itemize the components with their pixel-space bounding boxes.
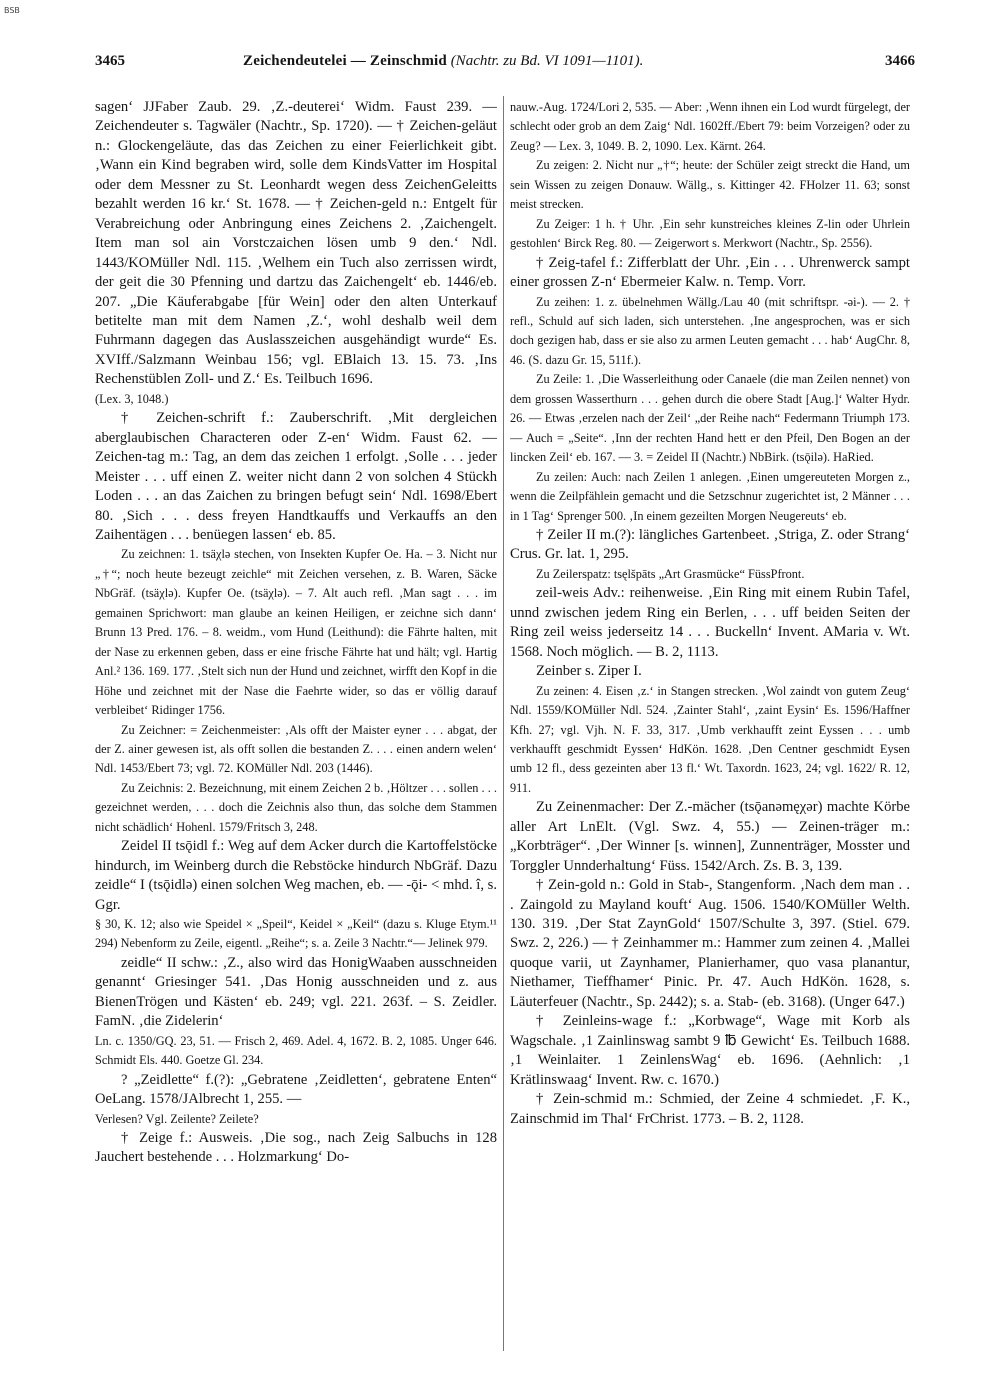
running-title: [243, 53, 643, 70]
dictionary-entry: nauw.-Aug. 1724/Lori 2, 535. — Aber: ‚Wenn ihnen ein Lod wurdt fürgelegt, der schlecht oder grob an dem Zaig‘ Ndl. 1602ff./Ebert 79: beim Vorzeigen? oder zu Zeug? — Lex. 3, 1049. B. 2, 1090. Lex. Kärnt. 264.: [510, 100, 910, 153]
dictionary-entry: Zeinber s. Ziper I.: [536, 663, 642, 680]
dictionary-entry: § 30, K. 12; also wie Speidel × „Speil“, Keidel × „Keil“ (dazu s. Kluge Etym.¹¹ 294) Nebenform zu Zeile, eigentl. „Reihe“; s. a. Zeile 3 Nachtr.“— Jelinek 979.: [95, 917, 497, 951]
dictionary-entry: Zu Zeinenmacher: Der Z.-mächer (tsǭanəmęχər) machte Körbe aller Art LnElt. (Vgl. Swz. 4, 55.) — Zeinen-träger m.: „Korbträger“. ‚Der Winner [s. winnen], Zunnenträger, Mosster und Torggler Unnderhaltung‘ Füss. 1542/Arch. Zs. B. 3, 139.: [510, 799, 910, 874]
dictionary-entry: ? „Zeidlette“ f.(?): „Gebratene ‚Zeidletten‘, gebratene Enten“ OeLang. 1578/JAlbrecht 1, 255. —: [95, 1071, 497, 1108]
page-number-left: 3465: [95, 53, 125, 69]
dictionary-entry: Zu zeihen: 1. z. übelnehmen Wällg./Lau 40 (mit schriftspr. -əi-). — 2. † refl., Schuld auf sich laden, sich unterstehen. ‚Ine angesprochen, was er sich doch gezigen hab, dass er sie also zu armen Leuten gemacht . . . hab‘ AugChr. 8, 46. (S. dazu Gr. 15, 511f.).: [510, 294, 910, 367]
dictionary-entry: Zu Zeichner: = Zeichenmeister: ‚Als offt der Maister eyner . . . abgat, der der Z. ainer gewesen ist, als offt sollen die bestanden Z. . . . einen andern welen‘ Ndl. 1453/Ebert 73; vgl. 72. KOMüller Ndl. 203 (1446).: [95, 722, 497, 776]
page-number-right: 3466: [885, 53, 915, 69]
page-header: [95, 53, 915, 79]
dictionary-entry: zeil-weis Adv.: reihenweise. ‚Ein Ring mit einem Rubin Tafel, unnd zwischen jedem Ring ein Berlen, . . . uff beiden Seiten der Ring zeil weiss jederseitz 14 . . . Buckelln‘ Invent. AMaria v. Wt. 1568. Noch möglich. — B. 2, 1113.: [510, 585, 910, 660]
dictionary-entry: † Zeinleins-wage f.: „Korbwage“, Wage mit Korb als Wagschale. ‚1 Zainlinswag sambt 9 ℔ Gewicht‘ Es. Teilbuch 1688. ‚1 Weinlaiter. 1 ZeinlensWag‘ eb. 1696. (Aehnlich: ‚1 Krätlinswaag‘ Invent. Rw. c. 1670.): [510, 1013, 910, 1088]
dictionary-entry: sagen‘ JJFaber Zaub. 29. ‚Z.-deuterei‘ Widm. Faust 239. — Zeichendeuter s. Tagwäler (Nachtr., Sp. 1720). — † Zeichen-geläut n.: Glockengeläute, das das Zeichen zu einer Feierlichkeit gibt. ‚Wann ein Kind begraben wird, solle dem KindsVatter im Hospital oder dem Messner zu St. Leonhardt wegen dess ZeichenGeleitts bezahlt werden 16 kr.‘ St. 1678. — † Zeichen-geld n.: Entgelt für Verabreichung oder Anbringung eines Zeichens 2. ‚Zaichengelt. Item man sol ain Vorstczaichen lösen umb 9 den.‘ Ndl. 1443/KOMüller Ndl. 115. ‚Welhem ein Tuch also zerrissen wirdt, der geit die 30 Pfenning und dartzu das Zaichengelt‘ eb. 1446/eb. 207. „Die Käuferabgabe [für Wein] oder den alten Unterkauf betitelte man mit dem Namen ‚Z.‘, wohl deshalb weil dem Fuhrmann dagegen das Auslasszeichen ausgehändigt wurde“ Es. XVIff./Salzmann Weinbau 156; vgl. EBlaich 13. 15. 73. ‚Ins Rechenstüblen Zoll- und Z.‘ Es. Teilbuch 1696.: [95, 99, 497, 388]
dictionary-entry: Zu Zeilerspatz: tsęlšpāts „Art Grasmücke“ FüssPfront.: [536, 566, 805, 581]
dictionary-entry: † Zein-schmid m.: Schmied, der Zeine 4 schmiedet. ‚F. K., Zainschmid im Thal‘ FrChrist. 1773. – B. 2, 1128.: [510, 1091, 910, 1127]
dictionary-entry: † Zeige f.: Ausweis. ‚Die sog., nach Zeig Salbuchs in 128 Jauchert bestehende . . . Holzmarkung‘ Do-: [95, 1130, 497, 1166]
dictionary-entry: Zu Zeiger: 1 h. † Uhr. ‚Ein sehr kunstreiches kleines Z-lin oder Uhrlein gestohlen‘ Birck Reg. 80. — Zeigerwort s. Merkwort (Nachtr., Sp. 2556).: [510, 216, 910, 251]
dictionary-entry: Zu Zeile: 1. ‚Die Wasserleithung oder Canaele (die man Zeilen nennet) von dem grossen Wasserthurn . . . gehen durch die obere Stadt [Aug.]‘ Walter Hydr. 26. — Etwas ‚erzelen nach der Zeil‘ „der Reihe nach“ Federmann Triumph 173. — Auch = „Seite“. ‚Inn der rechten Hand hett er den Pfeil, Den Bogen an der lincken Zeil‘ eb. 167. — 3. = Zeidel II (Nachtr.) NbBirk. (tsǭilə). HaRied.: [510, 372, 910, 465]
right-column: [510, 98, 910, 1368]
dictionary-entry: † Zeiler II m.(?): längliches Gartenbeet. ‚Striga, Z. oder Strang‘ Crus. Gr. lat. 1, 295.: [510, 526, 910, 563]
dictionary-entry: † Zein-gold n.: Gold in Stab-, Stangenform. ‚Nach dem man . . . Zaingold zu Mayland kouft‘ Aug. 1506. 1540/KOMüller Welth. 130. 319. ‚Der Stat ZaynGold‘ 1507/Schulte 3, 397. (Stiel. 679. Swz. 2, 226.) — † Zeinhammer m.: Hammer zum zeinen 4. ‚Mallei quoque varii, ut Zaynhamer, Planierhamer, quo vasa planantur, Niethamer, Tieffhamer‘ Pinic. Pr. 47. Auch HdKön. 1628, s. Läuterfeuer (Nachtr., Sp. 2442); s. a. Stab- (eb. 3168). (Unger 647.): [510, 877, 910, 1010]
dictionary-entry: (Lex. 3, 1048.): [95, 391, 169, 406]
dictionary-entry: zeidle“ II schw.: ‚Z., also wird das HonigWaaben ausschneiden genannt‘ Griesinger 541. ‚Das Honig ausschneiden und z. aus BienenTrögen und Kästen‘ eb. 249; vgl. 221. 263f. – S. Zeidler. FamN. ‚die Zidelerin‘: [95, 954, 497, 1030]
dictionary-entry: † Zeig-tafel f.: Zifferblatt der Uhr. ‚Ein . . . Uhrenwerck sampt einer grossen Z-n‘ Ebermeier Kalw. n. Temp. Vorr.: [510, 254, 910, 291]
dictionary-entry: Zeidel II tsǭidl f.: Weg auf dem Acker durch die Kartoffelstöcke hindurch, im Weinberg durch die Rebstöcke hindurch NbGräf. Dazu zeidle“ I (tsǭidlə) einen solchen Weg machen, eb. — -ǭi- < mhd. î, s. Ggr.: [95, 838, 497, 913]
column-divider: [503, 96, 504, 1351]
library-stamp: BSB: [4, 6, 20, 15]
dictionary-entry: Ln. c. 1350/GQ. 23, 51. — Frisch 2, 469. Adel. 4, 1672. B. 2, 1085. Unger 646. Schmidt Els. 440. Goetze Gl. 234.: [95, 1033, 497, 1068]
dictionary-entry: Zu zeinen: 4. Eisen ‚z.‘ in Stangen strecken. ‚Wol zaindt von gutem Zeug‘ Ndl. 1559/KOMüller Ndl. 524. ‚Zainter Stahl‘, ‚zaint Eysin‘ Es. 1596/Haffner Kfh. 27; vgl. Vjh. N. F. 33, 317. ‚Umb verkhaufft zeint Eyssen . . . umb verkhaufft geschmidt Eyssen‘ HdKön. 1628. ‚Den Centner geschmidt Eysen umb 12 fl., dess gezeinten aber 13 fl.‘ Wt. Taxordn. 1623, 24; vgl. 1622/ R. 12, 911.: [510, 683, 910, 795]
running-title-subtitle: (Nachtr. zu Bd. VI 1091—1101).: [450, 53, 644, 69]
dictionary-entry: Verlesen? Vgl. Zeilente? Zeilete?: [95, 1111, 259, 1126]
running-title-main: Zeichendeutelei — Zeinschmid: [243, 53, 447, 69]
left-column: [95, 98, 497, 1368]
dictionary-entry: † Zeichen-schrift f.: Zauberschrift. ‚Mit dergleichen aberglaubischen Characteren oder Z-en‘ Widm. Faust 62. — Zeichen-tag m.: Tag, an dem das zeichen 1 erfolgt. ‚Solle . . . jeder Meister . . . uff einen Z. weiter nicht dann 2 von solchen 4 Stückh Loden . . . an das Zaichen zu bringen befugt sein‘ Ndl. 1698/Ebert 80. ‚Sich . . . dess freyen Handtkauffs und Verkauffs an den Zaihentägen . . . benüegen lassen‘ eb. 85.: [95, 410, 497, 543]
dictionary-entry: Zu zeilen: Auch: nach Zeilen 1 anlegen. ‚Einen umgereuteten Morgen z., wenn die Zeilpfählein gemacht und die Setzschnur zugerichtet ist, 2 Männer . . . in 1 Tag‘ Sprenger 500. ‚In einem gezeilten Morgen Neugereuts‘ eb.: [510, 469, 910, 523]
dictionary-entry: Zu zeigen: 2. Nicht nur „†“; heute: der Schüler zeigt streckt die Hand, um sein Wissen zu zeigen Donauw. Wällg., s. Kittinger 42. FHolzer 11. 63; sonst meist strecken.: [510, 158, 910, 212]
dictionary-entry: Zu Zeichnis: 2. Bezeichnung, mit einem Zeichen 2 b. ‚Höltzer . . . sollen . . . gezeichnet werden, . . . doch die Zeichnis also thun, das solche dem Stammen nicht schädlich‘ Hohenl. 1579/Fritsch 3, 248.: [95, 780, 497, 834]
dictionary-entry: Zu zeichnen: 1. tsäχlə stechen, von Insekten Kupfer Oe. Ha. – 3. Nicht nur „†“; noch heute bezeugt zeichle“ mit Zeichen versehen, z. B. Waren, Säcke NbGräf. (tsäχlə). Kupfer Oe. (tsäχlə). – 7. Alt auch refl. ‚Man sagt . . . im gemainen Sprichwort: man glaube an keinen Heiligen, er zeichne sich dann‘ Brunn 13 Pred. 176. – 8. weidm., vom Hund (Leithund): die Fährte halten, mit der Nase zu erkennen geben, dass er eine frische Fährte hat und hält; vgl. Hartig Anl.² 136. 169. 177. ‚Stelt sich nun der Hund und zeichnet, wirfft den Kopf in die Höhe und zeichnet mit der Nase die Faehrte wider, so das er völlig darauf verbleibet‘ Ridinger 1756.: [95, 547, 497, 718]
